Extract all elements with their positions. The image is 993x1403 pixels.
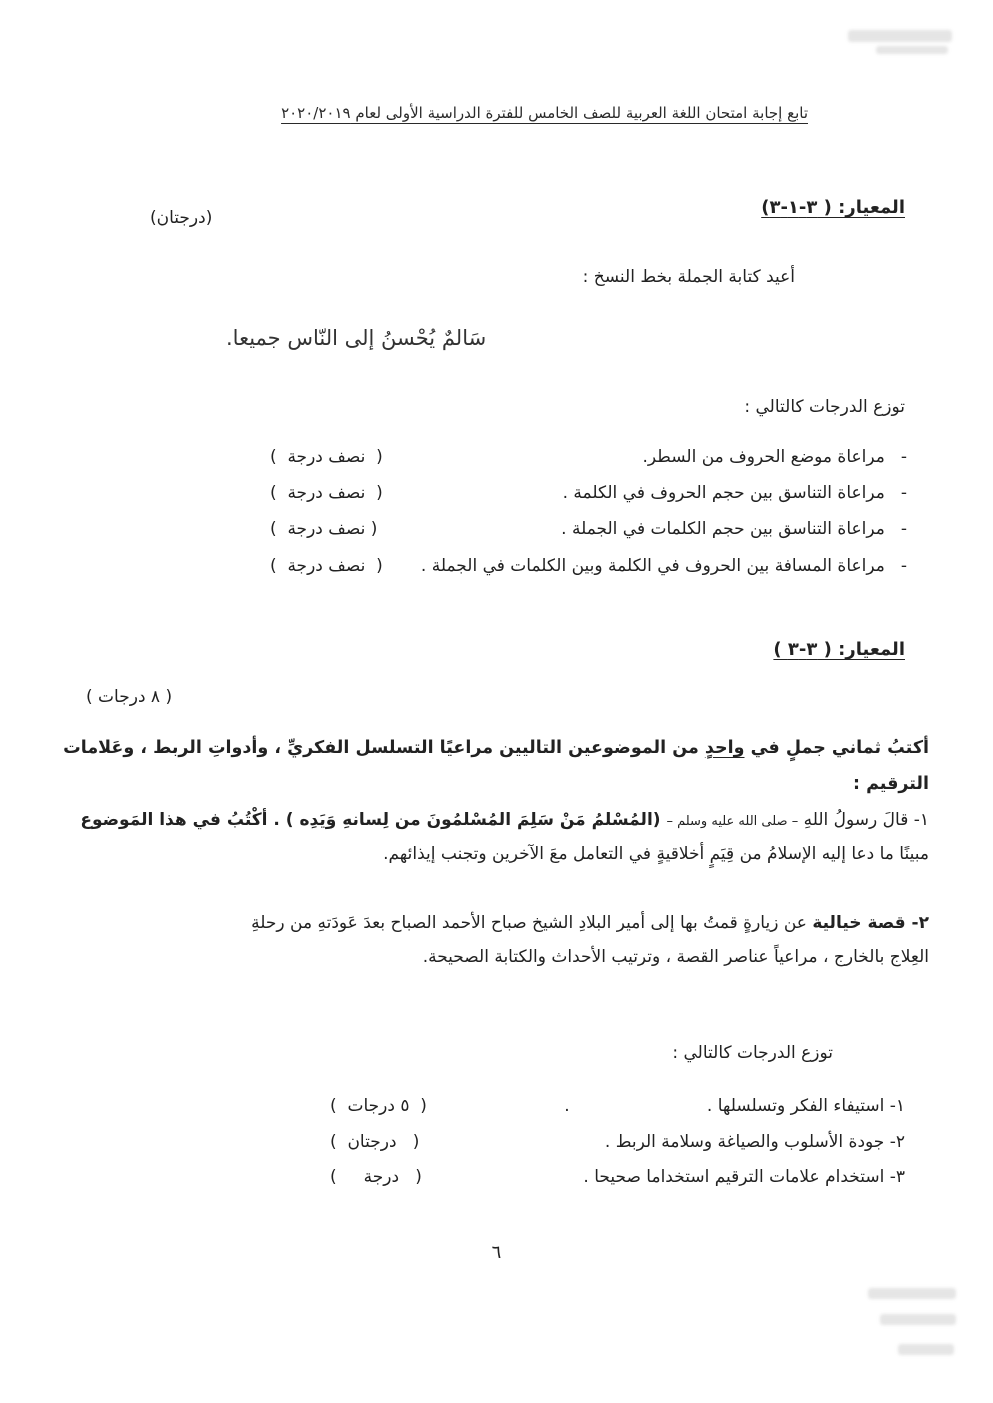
item-mark: ( نصف درجة ) (270, 519, 378, 539)
criterion-1-item (270, 519, 907, 539)
item-label: ٣- استخدام علامات الترقيم استخداما صحيحا . (583, 1167, 905, 1187)
topic-1-salawat: – صلى الله عليه وسلم – (666, 814, 799, 829)
page-header: تابع إجابة امتحان اللغة العربية للصف الخامس للفترة الدراسية الأولى لعام ٢٠٢٠/٢٠١٩ (281, 104, 808, 122)
criterion-1-title: المعيار: ( ٣-١-٣) (761, 197, 905, 218)
criterion-2-item (330, 1167, 905, 1187)
dash-bullet: - (900, 519, 907, 539)
intro-text-a: أكتبُ ثماني جملٍ في (744, 738, 929, 758)
topic-2-title: ٢- قصة خيالية (812, 913, 929, 933)
item-label: ٢- جودة الأسلوب والصياغة وسلامة الربط . (604, 1132, 905, 1152)
criterion-1-item (270, 556, 907, 576)
dash-bullet: - (900, 447, 907, 467)
item-mark: ( نصف درجة ) (270, 447, 383, 467)
item-label: ١- استيفاء الفكر وتسلسلها . (706, 1096, 905, 1116)
item-mark: ( نصف درجة ) (270, 556, 383, 576)
topic-1-line-1 (50, 803, 929, 837)
item-mark: ( درجتان ) (330, 1132, 420, 1152)
intro-line-1 (60, 731, 929, 767)
criterion-2-total-score: ( ٨ درجات ) (86, 687, 173, 707)
page-number: ٦ (491, 1242, 502, 1263)
criterion-1-item (270, 447, 907, 467)
topic-1-hadith: (المُسْلمُ مَنْ سَلِمَ المُسْلمُونَ من لِسانهِ وَيَدِه ) . (267, 810, 667, 830)
topic-2-line-2: العِلاج بالخارج ، مراعياً عناصر القصة ، وترتيب الأحداث والكتابة الصحيحة. (422, 947, 929, 967)
writing-task-intro (60, 731, 929, 803)
item-label: مراعاة المسافة بين الحروف في الكلمة وبين الكلمات في الجملة . (420, 556, 885, 576)
topic-1-line-2: مبينًا ما دعا إليه الإسلامُ من قِيَمٍ أخلاقيةٍ في التعامل معَ الآخرين وتجنب إيذائهم. (383, 844, 929, 864)
criterion-2-item (330, 1132, 905, 1152)
item-text (563, 483, 907, 503)
item-mark: ( ٥ درجات ) (330, 1096, 427, 1116)
scan-artifact-top (876, 46, 948, 54)
item-text (561, 519, 907, 539)
intro-text-b: من الموضوعين التاليين مراعيًا التسلسل الفكريِّ ، وأدواتِ الربط ، وعَلامات (63, 738, 705, 758)
topic-1 (50, 803, 929, 871)
naskh-sample-sentence: سَالمٌ يُحْسنُ إلى النّاس جميعا. (226, 326, 487, 350)
topic-2-text: عن زيارةٍ قمتُ بها إلى أمير البلادِ الشيخ صباح الأحمد الصباح بعدَ عَودَتهِ من رحلةِ (251, 913, 813, 933)
scan-artifact-bottom (898, 1344, 954, 1355)
dash-bullet: - (900, 556, 907, 576)
scan-artifact-bottom (880, 1314, 956, 1325)
intro-line-2: الترقيم : (852, 773, 929, 794)
criterion-2-distribution-heading: توزع الدرجات كالتالي : (672, 1043, 833, 1063)
item-label: مراعاة التناسق بين حجم الكلمات في الجملة . (561, 519, 885, 539)
item-text (421, 556, 907, 576)
criterion-1-instruction: أعيد كتابة الجملة بخط النسخ : (582, 267, 795, 287)
topic-2 (50, 906, 929, 974)
item-label: مراعاة موضع الحروف من السطر. (642, 447, 885, 467)
criterion-1-distribution-heading: توزع الدرجات كالتالي : (744, 397, 905, 417)
topic-1-task: أكْتُبُ في هذا المَوضوع (80, 810, 268, 830)
criterion-2-title: المعيار: ( ٣-٣ ) (773, 639, 905, 660)
item-mark: ( درجة ) (330, 1167, 422, 1187)
scan-artifact-bottom (868, 1288, 956, 1299)
criterion-1-score: (درجتان) (150, 208, 213, 228)
criterion-1-item (270, 483, 907, 503)
item-text (643, 447, 908, 467)
stray-dot: . (564, 1096, 570, 1116)
item-label: مراعاة التناسق بين حجم الحروف في الكلمة . (562, 483, 885, 503)
dash-bullet: - (900, 483, 907, 503)
scan-artifact-top (848, 30, 952, 42)
topic-1-lead: ١- قالَ رسولُ اللهِ (798, 810, 929, 830)
criterion-2-item (330, 1096, 905, 1116)
intro-underlined-word: واحدٍ (704, 738, 745, 758)
item-mark: ( نصف درجة ) (270, 483, 383, 503)
topic-2-line-1 (50, 906, 929, 940)
